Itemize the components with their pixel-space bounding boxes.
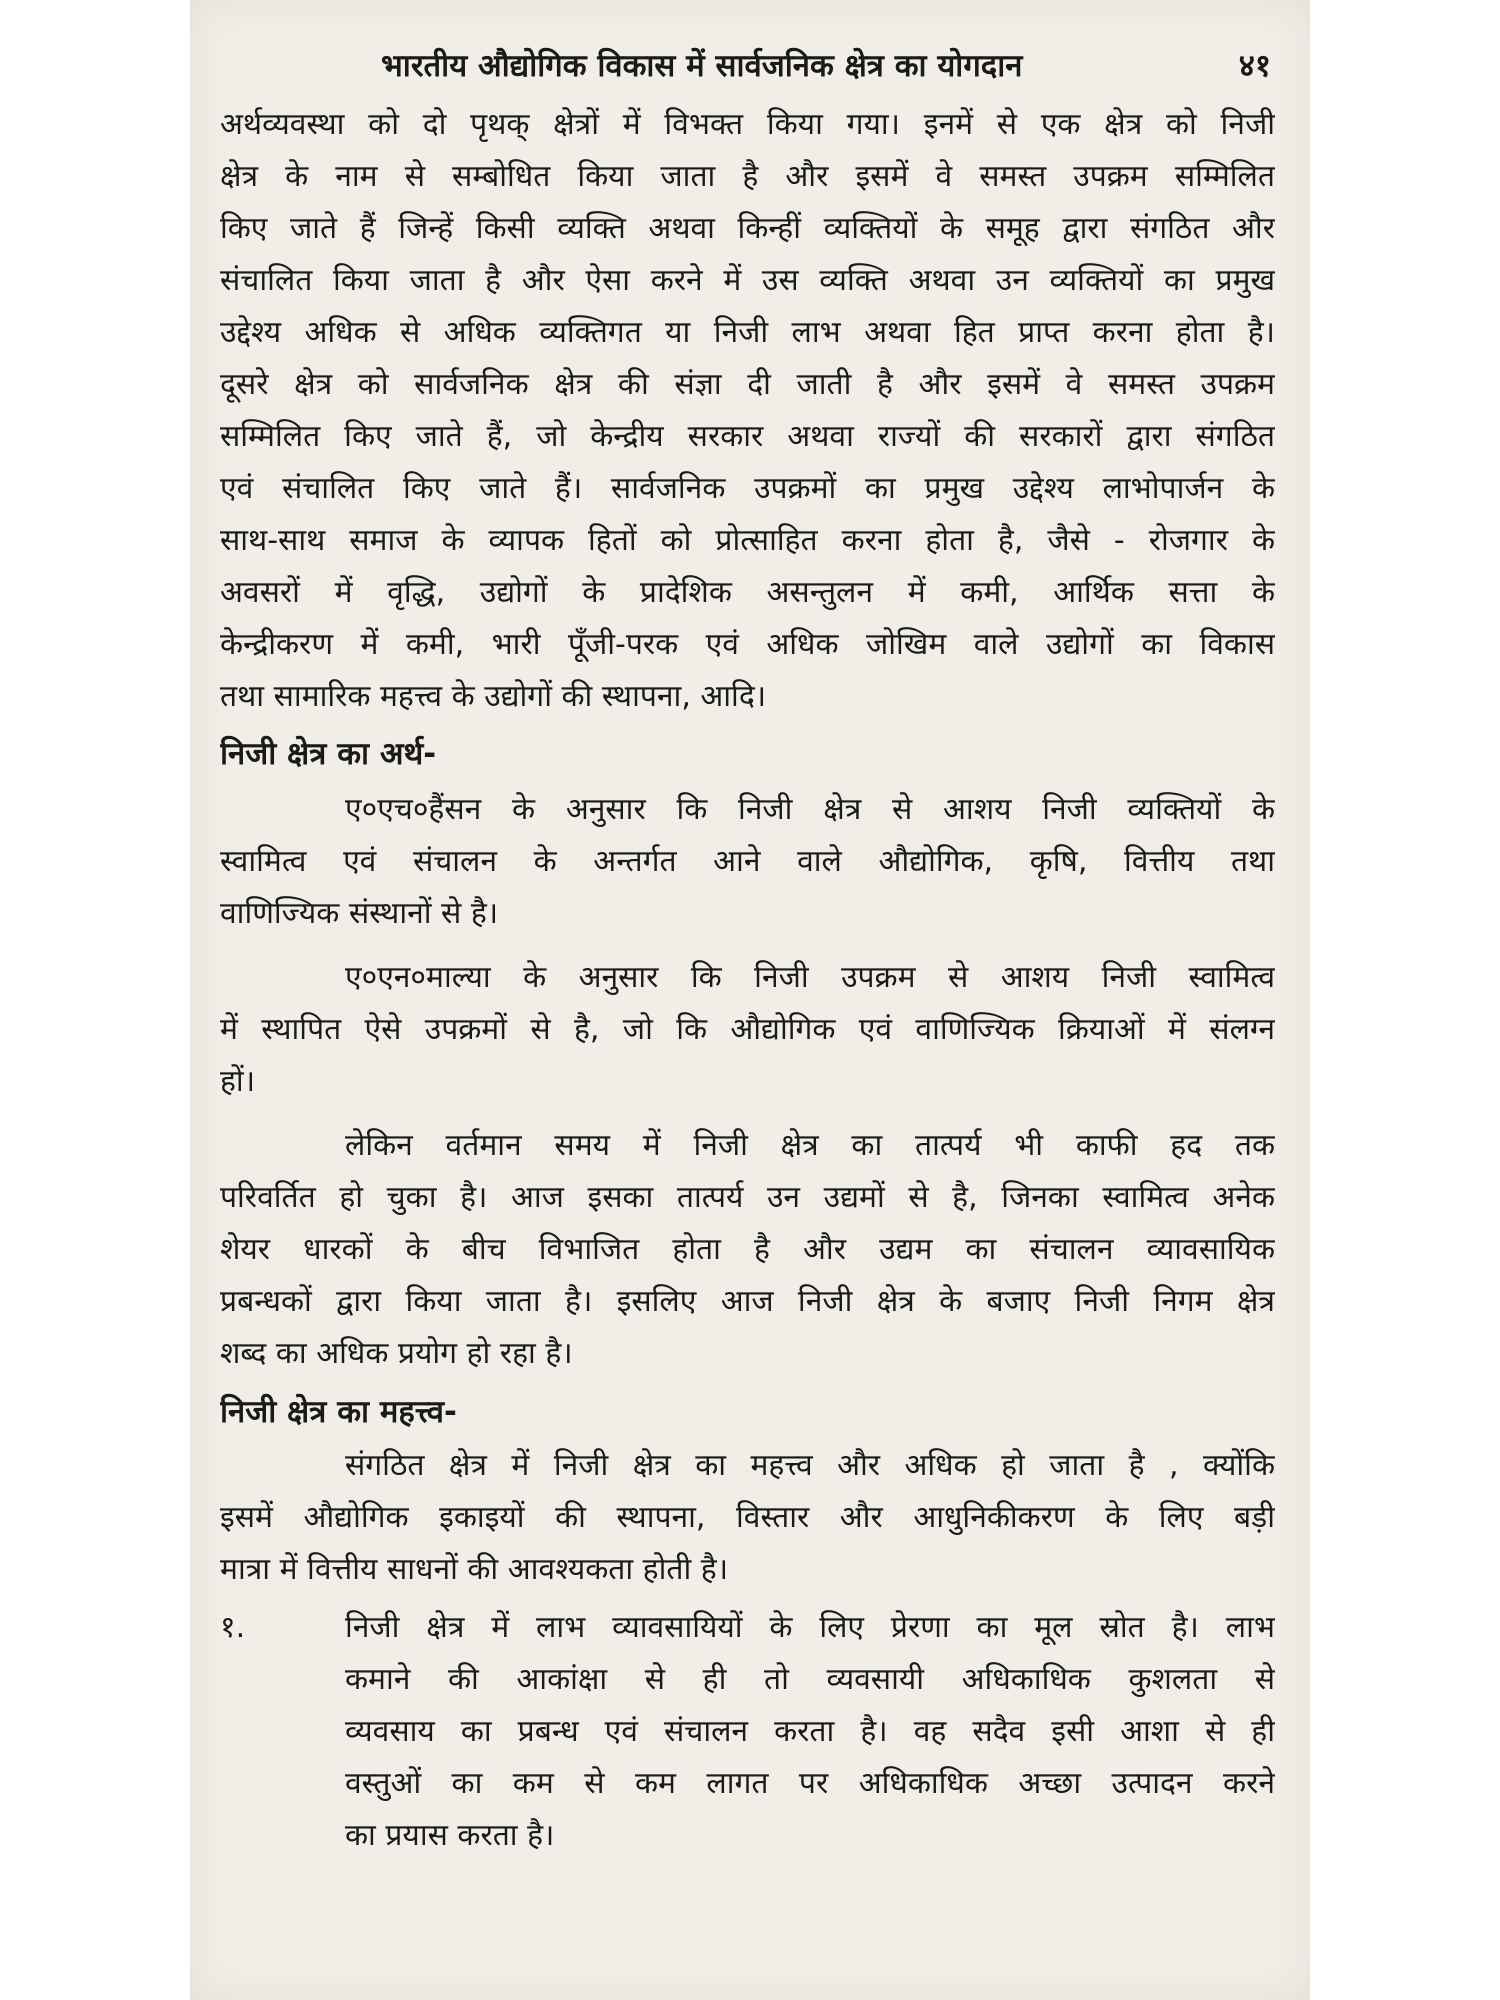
paragraph-line: अर्थव्यवस्था को दो पृथक् क्षेत्रों में विभक्त किया गया। इनमें से एक क्षेत्र को निजी bbox=[220, 107, 1275, 142]
paragraph-line: हों। bbox=[220, 1064, 256, 1099]
paragraph-line: परिवर्तित हो चुका है। आज इसका तात्पर्य उन उद्यमों से है, जिनका स्वामित्व अनेक bbox=[220, 1180, 1275, 1215]
paragraph-line: ए०एन०माल्या के अनुसार कि निजी उपक्रम से आशय निजी स्वामित्व bbox=[345, 960, 1275, 995]
paragraph-line: वाणिज्यिक संस्थानों से है। bbox=[220, 896, 499, 931]
paragraph-line: मात्रा में वित्तीय साधनों की आवश्यकता होती है। bbox=[220, 1552, 729, 1587]
list-item-line: व्यवसाय का प्रबन्ध एवं संचालन करता है। वह सदैव इसी आशा से ही bbox=[345, 1714, 1275, 1749]
paragraph-line: केन्द्रीकरण में कमी, भारी पूँजी-परक एवं अधिक जोखिम वाले उद्योगों का विकास bbox=[220, 627, 1275, 662]
list-item-line: का प्रयास करता है। bbox=[345, 1818, 555, 1853]
paragraph-line: उद्देश्य अधिक से अधिक व्यक्तिगत या निजी लाभ अथवा हित प्राप्त करना होता है। bbox=[220, 315, 1275, 350]
section-heading: निजी क्षेत्र का महत्त्व- bbox=[220, 1394, 457, 1430]
running-header bbox=[381, 40, 1271, 90]
paragraph-line: साथ-साथ समाज के व्यापक हितों को प्रोत्साहित करना होता है, जैसे - रोजगार के bbox=[220, 523, 1275, 558]
paragraph-line: अवसरों में वृद्धि, उद्योगों के प्रादेशिक असन्तुलन में कमी, आर्थिक सत्ता के bbox=[220, 575, 1275, 610]
paragraph-line: शेयर धारकों के बीच विभाजित होता है और उद्यम का संचालन व्यावसायिक bbox=[220, 1232, 1275, 1267]
paragraph-line: सम्मिलित किए जाते हैं, जो केन्द्रीय सरकार अथवा राज्यों की सरकारों द्वारा संगठित bbox=[220, 419, 1275, 454]
paragraph-line: में स्थापित ऐसे उपक्रमों से है, जो कि औद्योगिक एवं वाणिज्यिक क्रियाओं में संलग्न bbox=[220, 1012, 1275, 1047]
list-item-line: कमाने की आकांक्षा से ही तो व्यवसायी अधिकाधिक कुशलता से bbox=[345, 1662, 1275, 1697]
list-item-line: निजी क्षेत्र में लाभ व्यावसायियों के लिए प्रेरणा का मूल स्रोत है। लाभ bbox=[345, 1610, 1275, 1645]
paragraph-line: लेकिन वर्तमान समय में निजी क्षेत्र का तात्पर्य भी काफी हद तक bbox=[345, 1128, 1275, 1163]
paragraph-line: इसमें औद्योगिक इकाइयों की स्थापना, विस्तार और आधुनिकीकरण के लिए बड़ी bbox=[220, 1500, 1275, 1535]
list-item-line: वस्तुओं का कम से कम लागत पर अधिकाधिक अच्छा उत्पादन करने bbox=[345, 1766, 1275, 1801]
paragraph-line: शब्द का अधिक प्रयोग हो रहा है। bbox=[220, 1336, 573, 1371]
paragraph-line: दूसरे क्षेत्र को सार्वजनिक क्षेत्र की संज्ञा दी जाती है और इसमें वे समस्त उपक्रम bbox=[220, 367, 1275, 402]
paragraph-line: क्षेत्र के नाम से सम्बोधित किया जाता है और इसमें वे समस्त उपक्रम सम्मिलित bbox=[220, 159, 1275, 194]
paragraph-line: संगठित क्षेत्र में निजी क्षेत्र का महत्त्व और अधिक हो जाता है , क्योंकि bbox=[345, 1448, 1275, 1483]
paragraph-line: ए०एच०हैंसन के अनुसार कि निजी क्षेत्र से आशय निजी व्यक्तियों के bbox=[345, 792, 1275, 827]
page-number: ४१ bbox=[1238, 48, 1271, 84]
paragraph-line: किए जाते हैं जिन्हें किसी व्यक्ति अथवा किन्हीं व्यक्तियों के समूह द्वारा संगठित और bbox=[220, 211, 1275, 246]
section-heading: निजी क्षेत्र का अर्थ- bbox=[220, 736, 437, 772]
paragraph-line: एवं संचालित किए जाते हैं। सार्वजनिक उपक्रमों का प्रमुख उद्देश्य लाभोपार्जन के bbox=[220, 471, 1275, 506]
paragraph-line: तथा सामारिक महत्त्व के उद्योगों की स्थापना, आदि। bbox=[220, 679, 767, 714]
paragraph-line: प्रबन्धकों द्वारा किया जाता है। इसलिए आज निजी क्षेत्र के बजाए निजी निगम क्षेत्र bbox=[220, 1284, 1275, 1319]
chapter-title: भारतीय औद्योगिक विकास में सार्वजनिक क्षेत्र का योगदान bbox=[381, 48, 1023, 84]
paragraph-line: स्वामित्व एवं संचालन के अन्तर्गत आने वाले औद्योगिक, कृषि, वित्तीय तथा bbox=[220, 844, 1275, 879]
paragraph-line: संचालित किया जाता है और ऐसा करने में उस व्यक्ति अथवा उन व्यक्तियों का प्रमुख bbox=[220, 263, 1275, 298]
list-number: १. bbox=[220, 1610, 246, 1645]
